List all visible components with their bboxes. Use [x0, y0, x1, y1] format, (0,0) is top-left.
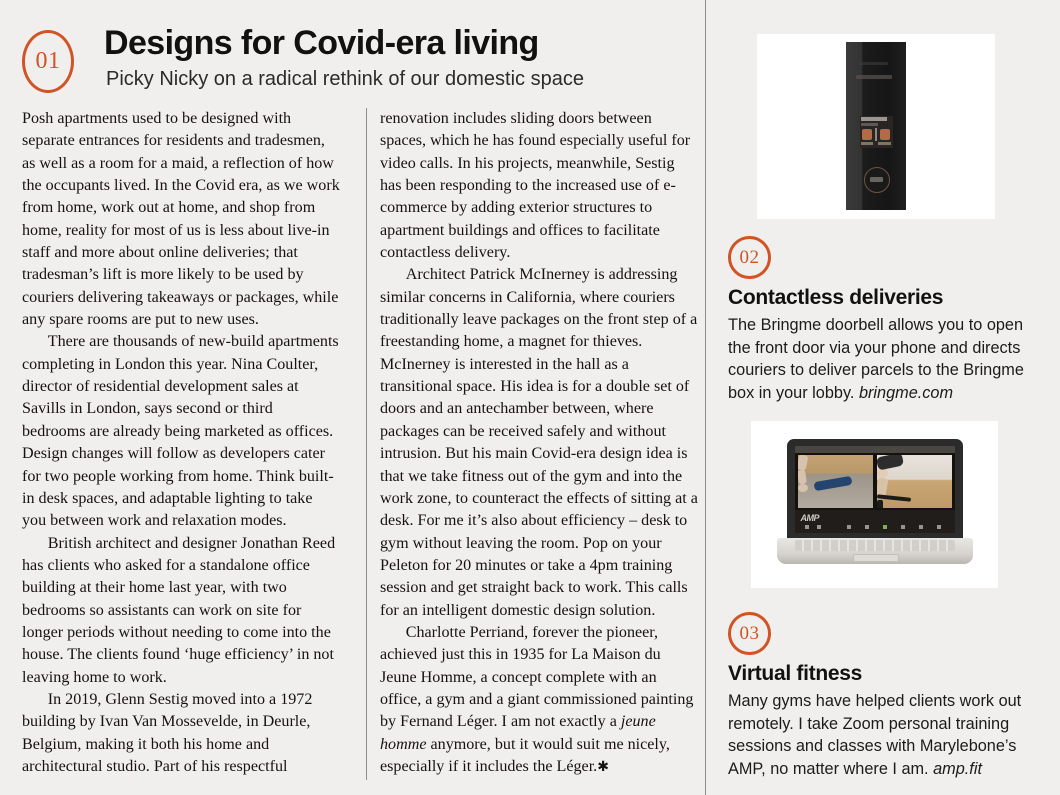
article-column-1 — [22, 108, 340, 780]
sidebar-number-badge: 03 — [728, 612, 771, 655]
article-columns — [22, 108, 698, 780]
doorbell-brand-mark — [858, 62, 888, 65]
paragraph: Architect Patrick McInerney is addressing similar concerns in California, where couriers traditionally leave packages on the front step of a freestanding home, a magnet for thieves. McInerney is interested in the hall as a transitional space. His idea is for a double set of doors and an antechamber between, where packages can be received safely and without intrusion. But his main Covid-era design idea is that we take fitness out of the gym and into the work zone, to counteract the effects of sitting at a desk. For me it’s also about efficiency – desk to gym without leaving the room. Pop on your Peleton for 20 minutes or take a 4pm training session and get straight back to work. This calls for an intelligent domestic design solution. — [380, 266, 698, 619]
instructor-torso — [813, 476, 852, 491]
doorbell-screen — [860, 116, 893, 148]
laptop-trackpad — [853, 554, 899, 562]
paragraph: There are thousands of new-build apartments completing in London this year. Nina Coulter, director of residential development sales at Savills in London, says second or third bedrooms are already being marketed as offices. Design changes will follow as developers cater for two people working from home. Think built-in desk spaces, and adaptable lighting to take you between work and relaxation modes. — [22, 333, 339, 530]
video-call-topbar — [795, 446, 955, 453]
sidebar-number-badge: 02 — [728, 236, 771, 279]
laptop-screen — [795, 446, 955, 533]
doorbell-welcome-text — [861, 117, 887, 121]
paragraph: British architect and designer Jonathan Reed has clients who asked for a standalone office building at their home last year, with two bedrooms so assistants can work on site for longer periods without needing to come into the house. The clients found ‘huge efficiency’ in not leaving home to work. — [22, 534, 336, 686]
doorbell-button-inner — [870, 177, 883, 182]
doorbell-parcel-icon — [880, 129, 890, 140]
bench-leg — [877, 500, 883, 508]
sidebar-body-text: Many gyms have helped clients work out remotely. I take Zoom personal training sessions and classes with Marylebone’s AMP, no matter where I am. — [728, 692, 1022, 778]
participant-torso — [877, 455, 904, 471]
paragraph: In 2019, Glenn Sestig moved into a 1972 building by Ivan Van Mossevelde, in Deurle, Belgium, making it both his home and architectural studio. Part of his respectful — [22, 690, 313, 775]
doorbell-image — [757, 34, 995, 219]
laptop-image — [751, 421, 998, 588]
laptop-keyboard — [795, 540, 955, 551]
amp-logo: AMP — [800, 513, 819, 523]
paragraph-final — [380, 622, 698, 778]
end-mark-icon: ✱ — [597, 758, 609, 775]
instructor-head — [798, 484, 808, 492]
sidebar-heading: Virtual fitness — [728, 662, 862, 685]
paragraph-tail: anymore, but it would suit me nicely, especially if it includes the Léger. — [380, 735, 670, 775]
toolbar-mic-icon — [805, 525, 809, 529]
instructor-arm — [798, 455, 808, 471]
toolbar-more-icon — [937, 525, 941, 529]
laptop-lid — [787, 439, 963, 540]
sidebar-link[interactable]: amp.fit — [933, 759, 982, 778]
italic-phrase: jeune homme — [380, 713, 656, 753]
video-tile-right — [877, 455, 952, 508]
sidebar-body — [728, 690, 1028, 780]
paragraph-lead: Charlotte Perriand, forever the pioneer, achieved just this in 1935 for La Maison du Jeune Homme, a concept complete with an office, a gym and a giant commissioned painting by Fernand Léger. I am not exactly a — [380, 623, 694, 731]
sidebar-region — [706, 0, 1060, 795]
doorbell-panel-graphic — [846, 42, 906, 210]
article-number-badge: 01 — [22, 30, 74, 93]
sidebar-link[interactable]: bringme.com — [858, 383, 954, 402]
page-subtitle: Picky Nicky on a radical rethink of our domestic space — [106, 68, 584, 90]
doorbell-caption-left — [861, 142, 873, 145]
laptop-graphic — [777, 439, 973, 571]
paragraph: Posh apartments used to be designed with separate entrances for residents and tradesmen, as well as a room for a maid, a reflection of how the occupants lived. In the Covid era, as we work from home, work out at home, and shop from home, reality for most of us is less about live-in staff and more about online deliveries; that tradesman’s lift is more likely to be used by couriers delivering takeaways or packages, while any spare rooms are put to new uses. — [22, 110, 340, 329]
instructor-leg — [798, 470, 807, 485]
toolbar-record-icon — [883, 525, 887, 529]
article-column-2 — [366, 108, 698, 780]
sidebar-body-text: The Bringme doorbell allows you to open the front door via your phone and directs couriers to deliver parcels to the Bringme box in your lobby. — [728, 316, 1024, 402]
toolbar-chat-icon — [865, 525, 869, 529]
doorbell-brand-text — [856, 75, 892, 79]
sidebar-body — [728, 314, 1028, 404]
toolbar-participants-icon — [901, 525, 905, 529]
doorbell-divider — [875, 128, 877, 141]
video-call-grid — [798, 455, 952, 508]
toolbar-camera-icon — [817, 525, 821, 529]
doorbell-subtext — [861, 123, 878, 126]
doorbell-button-icon — [864, 167, 890, 193]
page-title: Designs for Covid-era living — [104, 24, 539, 62]
paragraph: renovation includes sliding doors between spaces, which he has found especially useful for video calls. In his projects, meanwhile, Sestig has been responding to the increased use of e-commerce by adding exterior structures to apartment buildings and offices to facilitate contactless delivery. — [380, 110, 691, 262]
doorbell-caption-right — [878, 142, 891, 145]
article-masthead — [22, 24, 682, 102]
sidebar-heading: Contactless deliveries — [728, 286, 944, 309]
video-call-toolbar — [795, 510, 955, 533]
doorbell-user-icon — [862, 129, 872, 140]
toolbar-settings-icon — [919, 525, 923, 529]
toolbar-share-icon — [847, 525, 851, 529]
video-tile-left — [798, 455, 873, 508]
